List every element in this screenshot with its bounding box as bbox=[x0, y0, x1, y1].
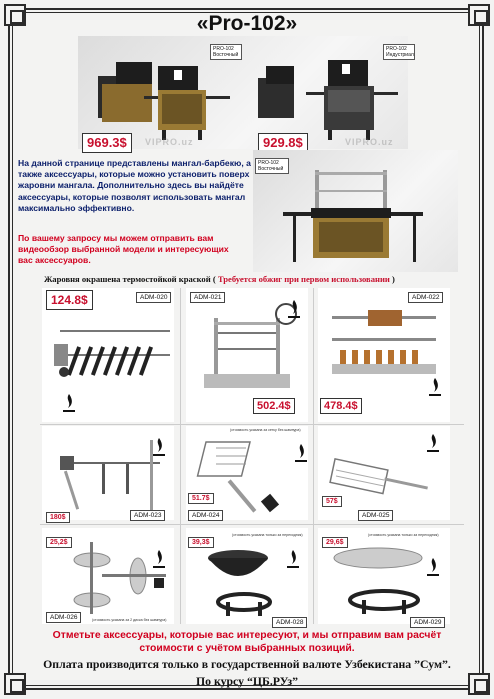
accessory-note: (стоимость указана за сетку без шампура) bbox=[230, 428, 301, 432]
grid-divider bbox=[40, 524, 464, 525]
page-title: «Pro-102» bbox=[196, 12, 298, 35]
watermark: VIPRO.uz bbox=[145, 137, 194, 147]
grid-divider bbox=[40, 424, 464, 425]
accessory-price: 124.8$ bbox=[46, 290, 93, 310]
accessory-price: 180$ bbox=[46, 512, 70, 523]
accessory-price: 57$ bbox=[322, 496, 342, 507]
paint-note-text: Жаровня окрашена термостойкой краской ( bbox=[44, 274, 218, 284]
hero-left-price: 969.3$ bbox=[82, 133, 132, 153]
vipro-logo bbox=[426, 376, 444, 402]
accessory-price: 39,3$ bbox=[188, 537, 214, 548]
vipro-logo bbox=[285, 298, 303, 324]
accessory-code: ADM-020 bbox=[136, 292, 171, 303]
vipro-logo bbox=[284, 548, 302, 574]
accessory-note: (стоимость указана за 2 диска без шампура) bbox=[92, 618, 167, 622]
center-tag: PRO-102 Восточный bbox=[255, 158, 289, 174]
watermark: VIPRO.uz bbox=[345, 137, 394, 147]
accessory-code: ADM-028 bbox=[272, 617, 307, 628]
accessory-price: 25,2$ bbox=[46, 537, 72, 548]
hero-right-price: 929.8$ bbox=[258, 133, 308, 153]
accessory-code: ADM-024 bbox=[188, 510, 223, 521]
accessory-code: ADM-021 bbox=[190, 292, 225, 303]
footer-rate-note: По курсу “ЦБ.РУз” bbox=[195, 674, 299, 688]
accessory-note: (стоимость указана только за переходник) bbox=[368, 533, 439, 537]
accessory-price: 478.4$ bbox=[320, 398, 362, 414]
hero-right-tag: PRO-102 Индустриал bbox=[383, 44, 415, 60]
vipro-logo bbox=[150, 548, 168, 574]
footer-payment-note: Оплата производится только в государственной валюте Узбекистана ”Сум”. bbox=[43, 657, 451, 671]
accessory-code: ADM-029 bbox=[410, 617, 445, 628]
vipro-logo bbox=[150, 436, 168, 462]
vipro-logo bbox=[292, 442, 310, 468]
grid-divider bbox=[180, 288, 181, 624]
vipro-logo bbox=[424, 556, 442, 582]
accessory-code: ADM-023 bbox=[130, 510, 165, 521]
footer-call-to-action: Отметьте аксессуары, которые вас интересуют, и мы отправим вам расчёт стоимости с учётом выбранных позиций. bbox=[52, 630, 442, 654]
paint-note-end: ) bbox=[389, 274, 395, 284]
accessory-card bbox=[186, 426, 308, 520]
vipro-logo bbox=[60, 392, 78, 418]
accessory-price: 502.4$ bbox=[253, 398, 295, 414]
accessory-code: ADM-025 bbox=[358, 510, 393, 521]
video-request-paragraph: По вашему запросу мы можем отправить вам видеообзор выбранной модели и интересующих вас аксессуаров. bbox=[18, 233, 229, 266]
accessory-code: ADM-022 bbox=[408, 292, 443, 303]
paint-note-warning: Требуется обжиг при первом использовании bbox=[217, 274, 390, 284]
accessory-price: 51.7$ bbox=[188, 493, 214, 504]
hero-left-tag: PRO-102 Восточный bbox=[210, 44, 242, 60]
vipro-logo bbox=[424, 432, 442, 458]
intro-paragraph: На данной странице представлены мангал-барбекю, а также аксессуары, которые можно установить поверх жаровни мангала. Дополнительно здесь вы найдёте аксессуары, которые позволят использовать мангал максимально эффективно. bbox=[18, 158, 251, 213]
accessory-price: 29,6$ bbox=[322, 537, 348, 548]
grill-basket-image bbox=[186, 426, 308, 520]
accessory-note: (стоимость указана только за переходник) bbox=[232, 533, 303, 537]
grid-divider bbox=[313, 288, 314, 624]
accessory-code: ADM-026 bbox=[46, 612, 81, 623]
paint-note bbox=[44, 274, 484, 284]
